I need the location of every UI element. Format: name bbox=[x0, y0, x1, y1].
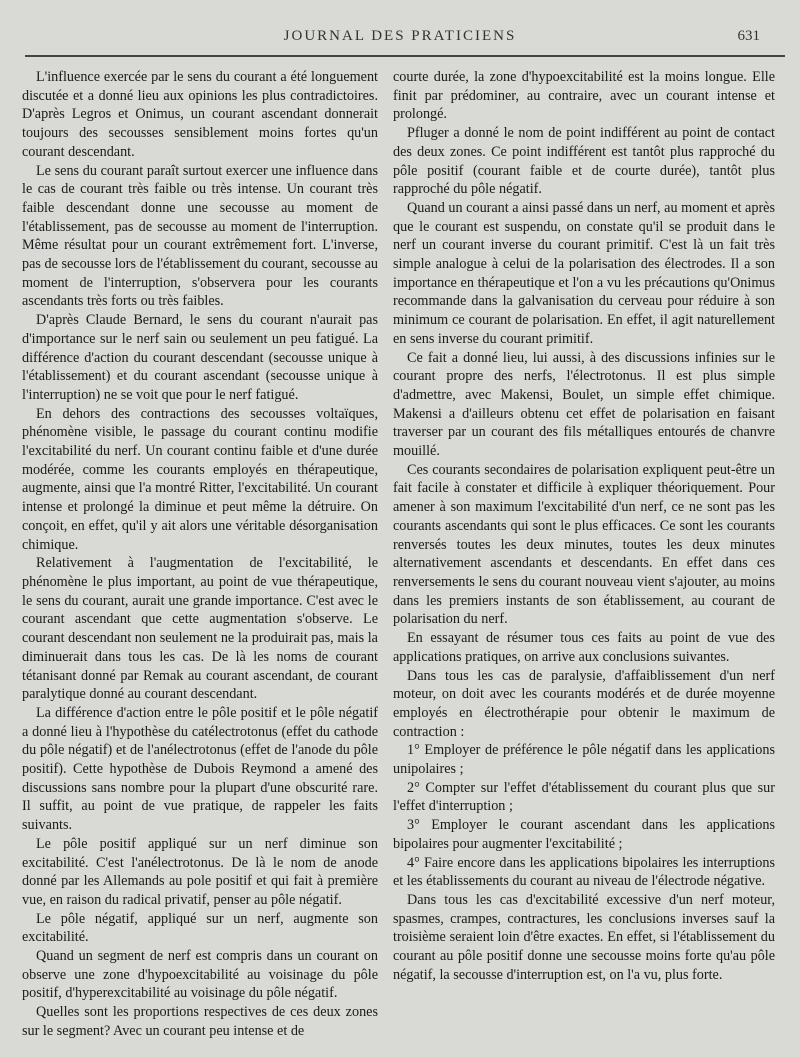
paragraph: Le pôle positif appliqué sur un nerf diminue son excitabilité. C'est l'anélectrotonus. De là le nom de anode donné par les Allemands au pole positif et qui fait à première vue, en raison du radical privatif, penser au pôle négatif. bbox=[22, 835, 378, 908]
page-number: 631 bbox=[737, 28, 760, 44]
paragraph: Dans tous les cas de paralysie, d'affaiblissement d'un nerf moteur, on doit avec les courants modérés et de durée moyenne employés en électrothérapie pour obtenir le maximum de contraction : bbox=[393, 667, 775, 740]
paragraph: En essayant de résumer tous ces faits au point de vue des applications pratiques, on arrive aux conclusions suivantes. bbox=[393, 630, 775, 665]
journal-title: JOURNAL DES PRATICIENS bbox=[283, 28, 517, 44]
header-rule bbox=[25, 55, 785, 57]
paragraph: Le sens du courant paraît surtout exercer une influence dans le cas de courant très faible ou très intense. Un courant très faible descendant donne une secousse au moment de l'établissement, pas de secousse au moment de l'interruption. Même résultat pour un courant extrêmement fort. L'inverse, pas de secousse lors de l'établissement du courant, secousse au moment de l'interruption, s'observera pour les courants ascendants très forts ou très faibles. bbox=[22, 162, 378, 310]
paragraph: Relativement à l'augmentation de l'excitabilité, le phénomène le plus important, au point de vue thérapeutique, le sens du courant, aurait une grande importance. C'est avec le courant ascendant que cette augmentation s'observe. Le courant descendant non seulement ne la produirait pas, mais la diminuerait dans tous les cas. De là les noms de courant tétanisant donné par Remak au courant ascendant, de courant paralytique donné au courant descendant. bbox=[22, 555, 378, 703]
right-column bbox=[393, 68, 775, 984]
paragraph: Ce fait a donné lieu, lui aussi, à des discussions infinies sur le courant propre des nerfs, l'électrotonus. Il est plus simple d'admettre, avec Makensi, Boulet, un simple effet chimique. Makensi a d'ailleurs obtenu cet effet de polarisation en faisant traverser par un courant des fils métalliques entourés de chanvre mouillé. bbox=[393, 349, 775, 460]
left-column bbox=[22, 68, 378, 1041]
paragraph: Dans tous les cas d'excitabilité excessive d'un nerf moteur, spasmes, crampes, contractures, les conclusions inverses sauf la troisième seraient loin d'être exactes. En effet, si l'établissement du courant au pôle positif donne une secousse moins forte qu'au pôle négatif, la secousse d'interruption est, on l'a vu, plus forte. bbox=[393, 891, 775, 983]
paragraph: La différence d'action entre le pôle positif et le pôle négatif a donné lieu à l'hypothèse du catélectrotonus (effet du cathode du pôle négatif) et de l'anélectrotonus (effet de l'anode du pôle positif). Cette hypothèse de Dubois Reymond a amené des discussions sans nombre pour la plupart d'une obscurité rare. Il suffit, au point de vue pratique, de rappeler les faits suivants. bbox=[22, 704, 378, 834]
paragraph: Pfluger a donné le nom de point indifférent au point de contact des deux zones. Ce point indifférent est tantôt plus rapproché du pôle positif (courant faible et de courte durée), tantôt plus rapproché du pôle négatif. bbox=[393, 125, 775, 198]
list-item: 3° Employer le courant ascendant dans les applications bipolaires pour augmenter l'excitabilité ; bbox=[393, 817, 775, 852]
paragraph: Ces courants secondaires de polarisation expliquent peut-être un fait facile à constater et difficile à expliquer théoriquement. Pour amener à son maximum l'excitabilité d'un nerf, ce ne sont pas les courants ascendants qui sont le plus efficaces. Ce sont les courants renversés toutes les deux minutes, toutes les deux minutes alternativement ascendants et descendants. En effet dans ces renversements le sens du courant nouveau vient s'ajouter, au moins dans les premiers instants de son établissement, au courant de polarisation du nerf. bbox=[393, 461, 775, 628]
paragraph-continued: courte durée, la zone d'hypoexcitabilité est la moins longue. Elle finit par prédominer, au contraire, avec un courant intense et prolongé. bbox=[393, 69, 775, 123]
paragraph: Quand un segment de nerf est compris dans un courant on observe une zone d'hypoexcitabilité au voisinage du pôle positif, d'hyperexcitabilité au voisinage du pôle négatif. bbox=[22, 948, 378, 1002]
paragraph: Le pôle négatif, appliqué sur un nerf, augmente son excitabilité. bbox=[22, 910, 378, 946]
paragraph: En dehors des contractions des secousses voltaïques, phénomène visible, le passage du courant continu modifie l'excitabilité du nerf. Un courant continu faible et d'une durée modérée, comme les courants employés en thérapeutique, augmente, ainsi que l'a montré Ritter, l'excitabilité. Un courant intense et prolongé la diminue et peut même la détruire. On conçoit, en effet, qu'il y ait alors une véritable désorganisation chimique. bbox=[22, 405, 378, 553]
paragraph: D'après Claude Bernard, le sens du courant n'aurait pas d'importance sur le nerf sain ou seulement un peu fatigué. La différence d'action du courant descendant (secousse unique à l'établissement) et du courant ascendant (secousse unique à l'interruption) ne se voit que pour le nerf fatigué. bbox=[22, 312, 378, 403]
paragraph: Quand un courant a ainsi passé dans un nerf, au moment et après que le courant est suspendu, on constate qu'il se produit dans le nerf un courant inverse du courant primitif. C'est là un fait très simple analogue à celui de la polarisation des électrodes. Il a son importance en thérapeutique et l'on a vu les précautions qu'Onimus recommande dans la galvanisation du cerveau pour réduire à son minimum ce courant de polarisation. En effet, il agit naturellement en sens inverse du courant primitif. bbox=[393, 199, 775, 347]
running-header bbox=[20, 28, 780, 50]
paragraph: L'influence exercée par le sens du courant a été longuement discutée et a donné lieu aux opinions les plus contradictoires. D'après Legros et Onimus, un courant ascendant donnerait toujours des secousses sensiblement moins fortes qu'un courant descendant. bbox=[22, 69, 378, 160]
list-item: 1° Employer de préférence le pôle négatif dans les applications unipolaires ; bbox=[393, 742, 775, 778]
list-item: 2° Compter sur l'effet d'établissement du courant plus que sur l'effet d'interruption ; bbox=[393, 779, 775, 815]
list-item: 4° Faire encore dans les applications bipolaires les interruptions et les établissements du courant au niveau de l'électrode négative. bbox=[393, 854, 775, 890]
paragraph: Quelles sont les proportions respectives de ces deux zones sur le segment? Avec un courant peu intense et de bbox=[22, 1004, 378, 1039]
